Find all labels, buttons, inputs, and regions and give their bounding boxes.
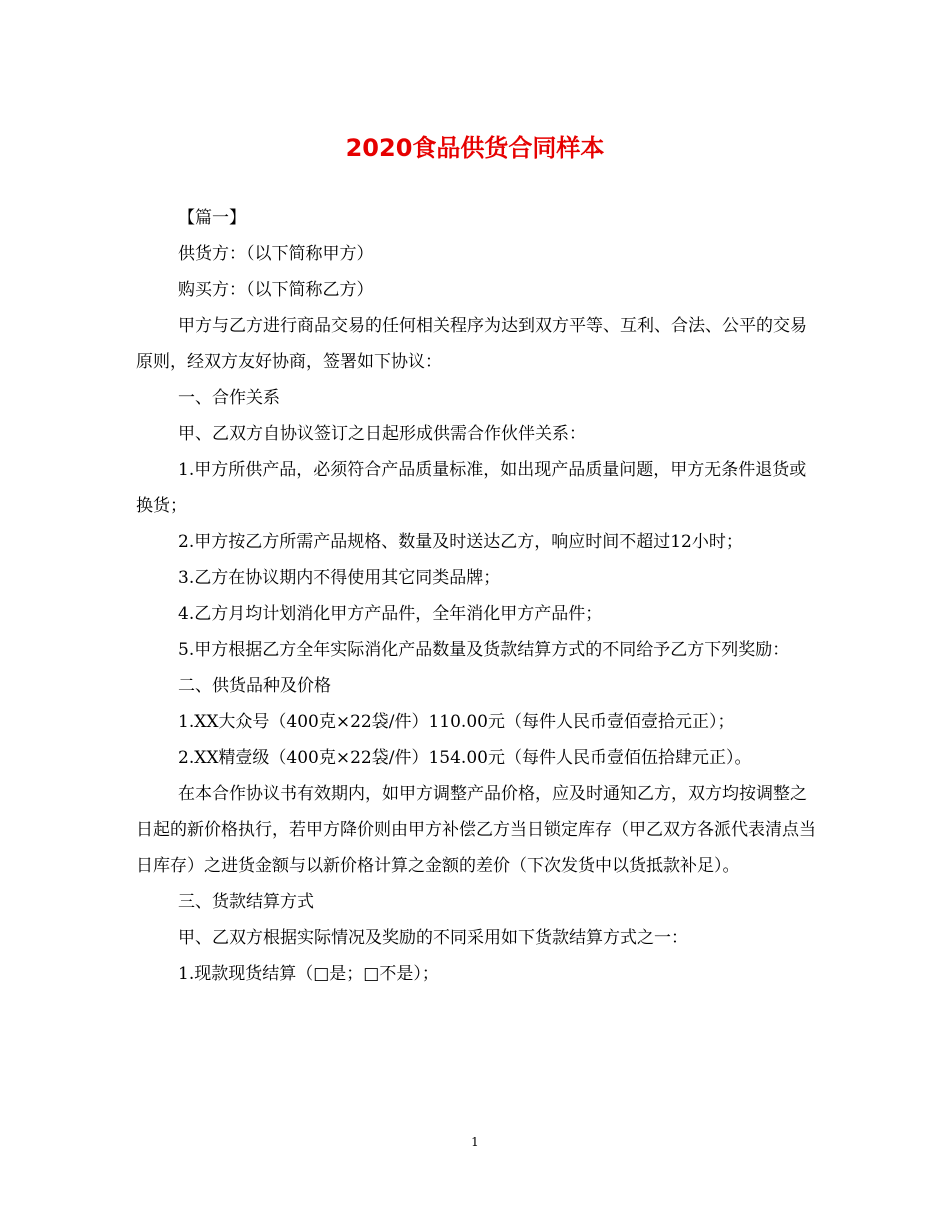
paragraph: 购买方：（以下简称乙方） xyxy=(178,280,374,300)
section-heading: 二、供货品种及价格 xyxy=(178,676,331,696)
paragraph: 甲、乙双方自协议签订之日起形成供需合作伙伴关系： xyxy=(178,424,586,444)
list-item: 5.甲方根据乙方全年实际消化产品数量及货款结算方式的不同给予乙方下列奖励： xyxy=(178,640,790,660)
section-heading: 一、合作关系 xyxy=(178,388,280,408)
document-title: 2020食品供货合同样本 xyxy=(345,134,605,162)
paragraph: 在本合作协议书有效期内，如甲方调整产品价格，应及时通知乙方，双方均按调整之日起的新价格执行，若甲方降价则由甲方补偿乙方当日锁定库存（甲乙双方各派代表清点当日库存）之进货金额与以新价格计算之金额的差价（下次发货中以货抵款补足）。 xyxy=(136,784,816,876)
paragraph: 【篇一】 xyxy=(178,208,246,228)
paragraph: 甲、乙双方根据实际情况及奖励的不同采用如下货款结算方式之一： xyxy=(178,928,688,948)
list-item: 1.XX大众号（400克×22袋/件）110.00元（每件人民币壹佰壹拾元正）； xyxy=(178,712,735,732)
list-item: 1.甲方所供产品，必须符合产品质量标准，如出现产品质量问题，甲方无条件退货或换货； xyxy=(136,460,807,516)
list-item: 2.XX精壹级（400克×22袋/件）154.00元（每件人民币壹佰伍拾肆元正）。 xyxy=(178,748,752,768)
list-item: 4.乙方月均计划消化甲方产品件，全年消化甲方产品件； xyxy=(178,604,603,624)
document-body xyxy=(136,200,816,992)
page-number: 1 xyxy=(471,1135,479,1149)
section-heading: 三、货款结算方式 xyxy=(178,892,314,912)
list-item: 1.现款现货结算（□是；□不是）； xyxy=(178,964,439,984)
paragraph: 甲方与乙方进行商品交易的任何相关程序为达到双方平等、互利、合法、公平的交易原则，经双方友好协商，签署如下协议： xyxy=(136,316,807,372)
list-item: 2.甲方按乙方所需产品规格、数量及时送达乙方，响应时间不超过12小时； xyxy=(178,532,743,552)
list-item: 3.乙方在协议期内不得使用其它同类品牌； xyxy=(178,568,501,588)
paragraph: 供货方：（以下简称甲方） xyxy=(178,244,374,264)
